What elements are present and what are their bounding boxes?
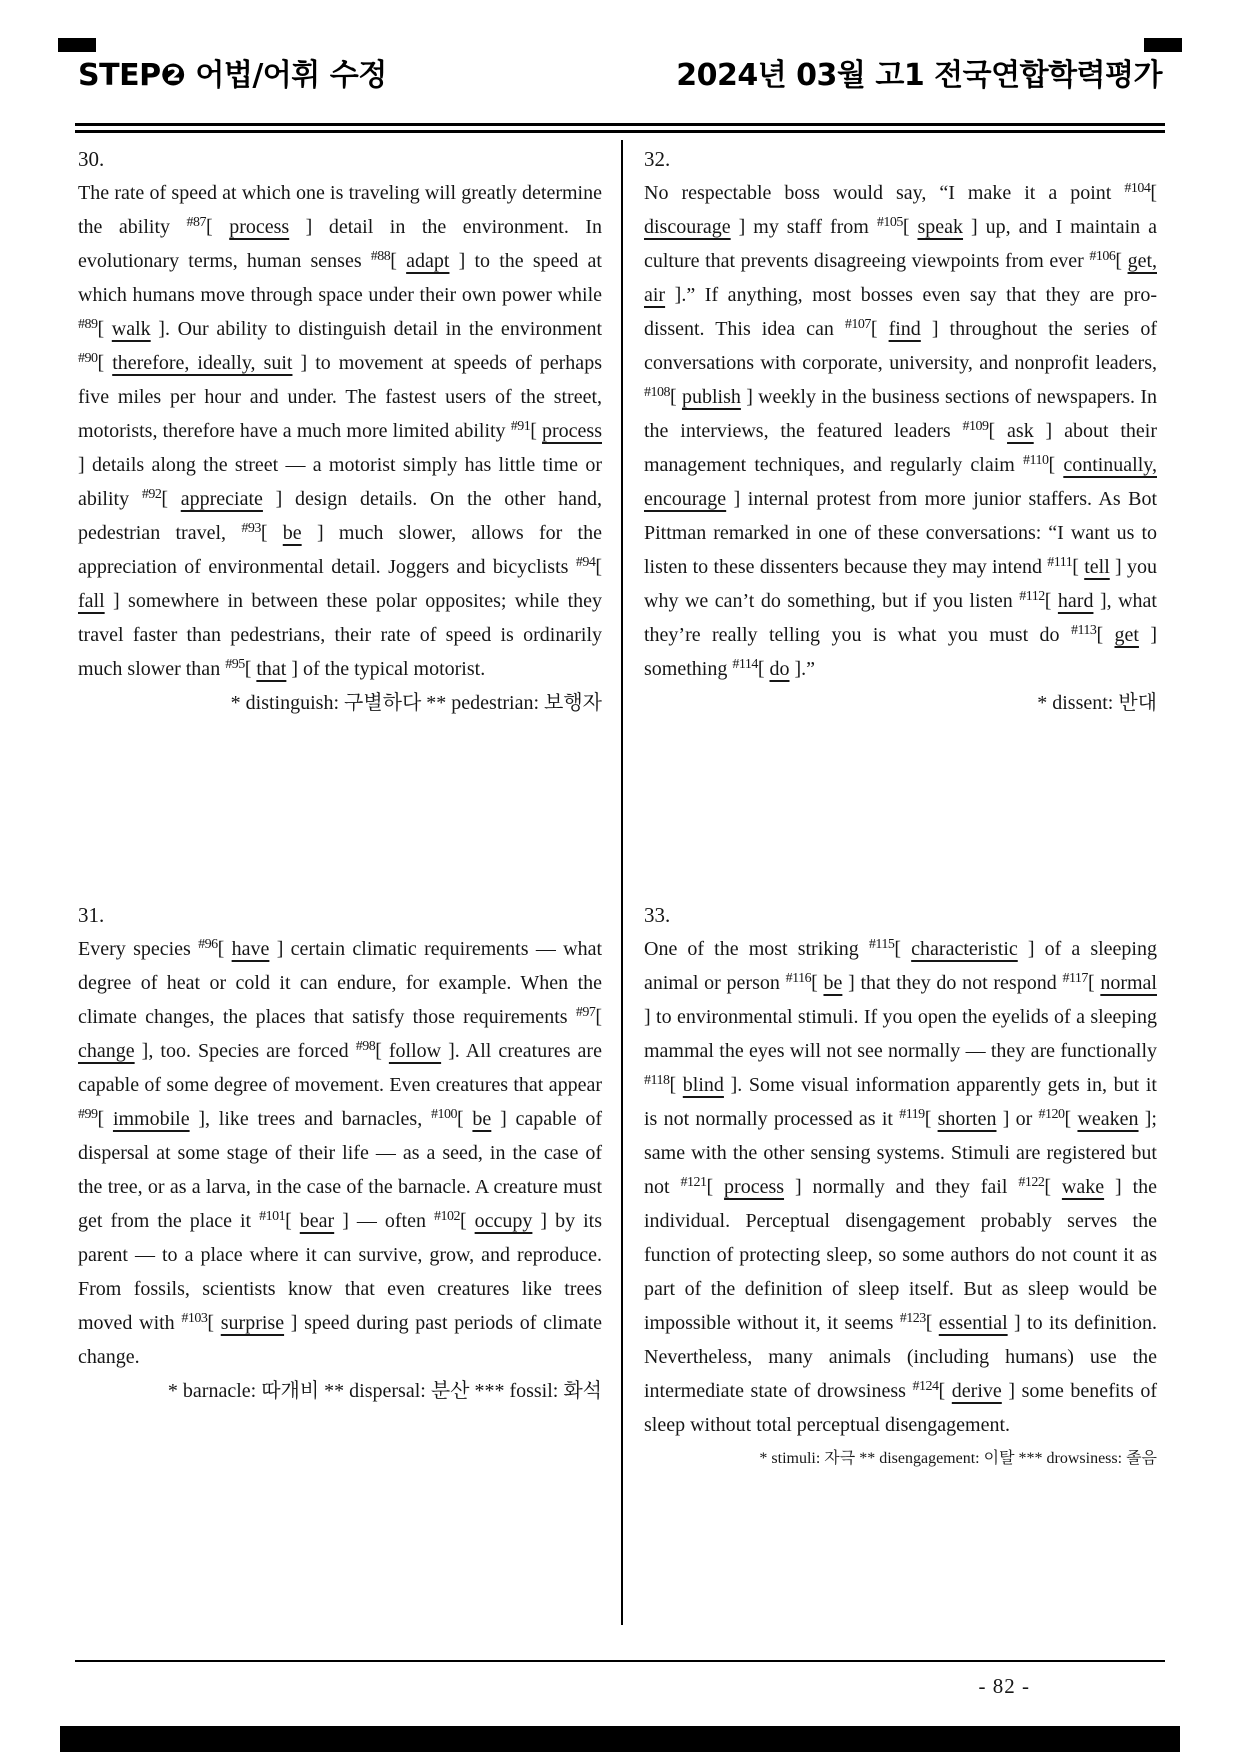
choice-word-underlined: essential <box>938 1312 1008 1334</box>
choice-number: #93 <box>241 521 261 536</box>
choice-number: #109 <box>962 419 989 434</box>
choice-number: #87 <box>186 215 207 230</box>
choice-word-underlined: normal <box>1100 972 1157 994</box>
choice-number: #120 <box>1038 1107 1065 1122</box>
passage-body: No respectable boss would say, “I make it a point $^{\#104}$[ discourage ] my staff from $^{\#105}$[ speak ] up, and I maintain a culture that prevents disagreeing viewpoints from ever $^{\#106}$[ get, air ].” If anything, most bosses even say that they are pro-dissent. This idea can $^{\#107}$[ find ] throughout the series of conversations with corporate, university, and nonprofit leaders, $^{\#108}$[ publish ] weekly in the business sections of newspapers. In the interviews, the featured leaders $^{\#109}$[ ask ] about their management techniques, and regularly claim $^{\#110}$[ continually, encourage ] internal protest from more junior staffers. As Bot Pittman remarked in one of these conversations: “I want us to listen to these dissenters because they may intend $^{\#111}$[ tell ] you why we can’t do something, but if you listen $^{\#112}$[ hard ], what they’re really telling you is what you must do $^{\#113}$[ get ] something $^{\#114}$[ do ].” <box>644 181 1157 680</box>
choice-word-underlined: appreciate <box>180 488 263 510</box>
choice-word-underlined: fall <box>78 590 105 612</box>
choice-word-underlined: shorten <box>937 1108 997 1130</box>
choice-number: #119 <box>899 1107 925 1122</box>
choice-word-underlined: be <box>823 972 843 994</box>
choice-number: #97 <box>575 1005 596 1020</box>
choice-word-underlined: weaken <box>1077 1108 1139 1130</box>
choice-word-underlined: process <box>542 420 602 442</box>
choice-number: #106 <box>1089 249 1116 264</box>
footer-divider-rule <box>75 1660 1165 1662</box>
passage-body: One of the most striking $^{\#115}$[ characteristic ] of a sleeping animal or person $^{\#116}$[ be ] that they do not respond $^{\#117}$[ normal ] to environmental stimuli. If you open the eyelids of a sleeping mammal the eyes will not see normally — they are functionally $^{\#118}$[ blind ]. Some visual information apparently gets in, but it is not normally processed as it $^{\#119}$[ shorten ] or $^{\#120}$[ weaken ]; same with the other sensing systems. Stimuli are registered but not $^{\#121}$[ process ] normally and they fail $^{\#122}$[ wake ] the individual. Perceptual disengagement probably serves the function of protecting sleep, so some authors do not count it as part of the definition of sleep itself. But as sleep would be impossible without it, it seems $^{\#123}$[ essential ] to its definition. Nevertheless, many animals (including humans) use the intermediate state of drowsiness $^{\#124}$[ derive ] some benefits of sleep without total perceptual disengagement. <box>644 937 1158 1436</box>
choice-number: #91 <box>510 419 531 434</box>
passage-footnote: * stimuli: 자극 ** disengagement: 이탈 *** drowsiness: 졸음 <box>759 1450 1157 1467</box>
choice-number: #98 <box>355 1039 376 1054</box>
choice-number: #103 <box>181 1311 208 1326</box>
choice-number: #123 <box>899 1311 926 1326</box>
choice-number: #116 <box>785 971 812 986</box>
choice-number: #111 <box>1047 555 1073 570</box>
choice-word-underlined: find <box>888 318 921 340</box>
choice-word-underlined: walk <box>111 318 151 340</box>
choice-number: #89 <box>78 317 98 332</box>
choice-number: #112 <box>1019 589 1045 604</box>
choice-number: #114 <box>732 657 758 672</box>
column-divider-rule <box>621 140 623 1625</box>
choice-word-underlined: be <box>282 522 302 544</box>
choice-word-underlined: follow <box>388 1040 442 1062</box>
choice-number: #121 <box>680 1175 707 1190</box>
passage-number: 31. <box>78 903 105 927</box>
choice-word-underlined: immobile <box>112 1108 190 1130</box>
passage-30 <box>78 142 602 720</box>
page-number: - 82 - <box>978 1674 1030 1698</box>
choice-number: #96 <box>198 937 218 952</box>
passage-33 <box>644 898 1157 1476</box>
choice-word-underlined: get, air <box>644 250 1157 306</box>
choice-word-underlined: change <box>78 1040 135 1062</box>
step-label: STEP❷ 어법/어휘 수정 <box>78 58 387 93</box>
choice-word-underlined: have <box>231 938 270 960</box>
choice-word-underlined: speak <box>917 216 964 238</box>
choice-word-underlined: get <box>1114 624 1139 646</box>
header-divider-rule <box>75 123 1165 133</box>
choice-word-underlined: process <box>724 1176 785 1198</box>
choice-number: #124 <box>912 1379 939 1394</box>
choice-word-underlined: occupy <box>474 1210 533 1232</box>
choice-word-underlined: derive <box>951 1380 1002 1402</box>
choice-word-underlined: discourage <box>644 216 731 238</box>
exam-title: 2024년 03월 고1 전국연합학력평가 <box>676 58 1162 93</box>
choice-word-underlined: publish <box>681 386 741 408</box>
choice-number: #122 <box>1018 1175 1045 1190</box>
passage-31 <box>78 898 602 1408</box>
choice-number: #88 <box>370 249 391 264</box>
choice-word-underlined: do <box>769 658 790 680</box>
choice-number: #110 <box>1023 453 1049 468</box>
choice-number: #90 <box>78 351 98 366</box>
choice-number: #100 <box>430 1107 457 1122</box>
choice-number: #95 <box>225 657 245 672</box>
choice-word-underlined: blind <box>682 1074 724 1096</box>
passage-body: The rate of speed at which one is traveling will greatly determine the ability $^{\#87}$[ process ] detail in the environment. In evolutionary terms, human senses $^{\#88}$[ adapt ] to the speed at which humans move through space under their own power while $^{\#89}$[ walk ]. Our ability to distinguish detail in the environment $^{\#90}$[ therefore, ideally, suit ] to movement at speeds of perhaps five miles per hour and under. The fastest users of the street, motorists, therefore have a much more limited ability $^{\#91}$[ process ] details along the street — a motorist simply has little time or ability $^{\#92}$[ appreciate ] design details. On the other hand, pedestrian travel, $^{\#93}$[ be ] much slower, allows for the appreciation of environmental detail. Joggers and bicyclists $^{\#94}$[ fall ] somewhere in between these polar opposites; while they travel faster than pedestrians, their rate of speed is ordinarily much slower than $^{\#95}$[ that ] of the typical motorist. <box>78 182 602 680</box>
passage-number: 33. <box>644 903 671 927</box>
choice-word-underlined: hard <box>1057 590 1094 612</box>
choice-number: #105 <box>876 215 903 230</box>
choice-word-underlined: be <box>472 1108 492 1130</box>
choice-number: #94 <box>575 555 596 570</box>
choice-word-underlined: adapt <box>406 250 450 272</box>
page-header <box>78 50 1162 94</box>
passage-footnote: * barnacle: 따개비 ** dispersal: 분산 *** fossil: 화석 <box>167 1380 602 1402</box>
passage-32 <box>644 142 1157 720</box>
choice-number: #99 <box>78 1107 98 1122</box>
choice-number: #102 <box>433 1209 460 1224</box>
choice-number: #104 <box>1124 181 1151 196</box>
choice-word-underlined: surprise <box>220 1312 285 1334</box>
choice-word-underlined: characteristic <box>911 938 1018 960</box>
choice-word-underlined: therefore, ideally, suit <box>112 352 293 374</box>
passage-footnote: * distinguish: 구별하다 ** pedestrian: 보행자 <box>230 692 602 714</box>
passage-number: 32. <box>644 147 671 171</box>
choice-word-underlined: bear <box>299 1210 335 1232</box>
choice-word-underlined: tell <box>1084 556 1110 578</box>
choice-number: #101 <box>259 1209 286 1224</box>
choice-number: #118 <box>644 1073 670 1088</box>
choice-number: #107 <box>844 317 871 332</box>
bottom-bar <box>60 1726 1180 1752</box>
passage-footnote: * dissent: 반대 <box>1037 692 1157 714</box>
choice-number: #92 <box>141 487 162 502</box>
choice-number: #115 <box>868 937 895 952</box>
choice-word-underlined: continually, encourage <box>644 454 1157 510</box>
choice-number: #113 <box>1070 623 1097 638</box>
choice-word-underlined: ask <box>1007 420 1034 442</box>
choice-word-underlined: that <box>256 658 287 680</box>
choice-word-underlined: wake <box>1061 1176 1105 1198</box>
passage-number: 30. <box>78 147 105 171</box>
passage-body: Every species $^{\#96}$[ have ] certain climatic requirements — what degree of heat or cold it can endure, for example. When the climate changes, the places that satisfy those requirements $^{\#97}$[ change ], too. Species are forced $^{\#98}$[ follow ]. All creatures are capable of some degree of movement. Even creatures that appear $^{\#99}$[ immobile ], like trees and barnacles, $^{\#100}$[ be ] capable of dispersal at some stage of their life — as a seed, in the case of the tree, or as a larva, in the case of the barnacle. A creature must get from the place it $^{\#101}$[ bear ] — often $^{\#102}$[ occupy ] by its parent — to a place where it can survive, grow, and reproduce. From fossils, scientists know that even creatures like trees moved with $^{\#103}$[ surprise ] speed during past periods of climate change. <box>78 937 603 1368</box>
choice-word-underlined: process <box>229 216 290 238</box>
choice-number: #117 <box>1062 971 1088 986</box>
choice-number: #108 <box>644 385 670 400</box>
